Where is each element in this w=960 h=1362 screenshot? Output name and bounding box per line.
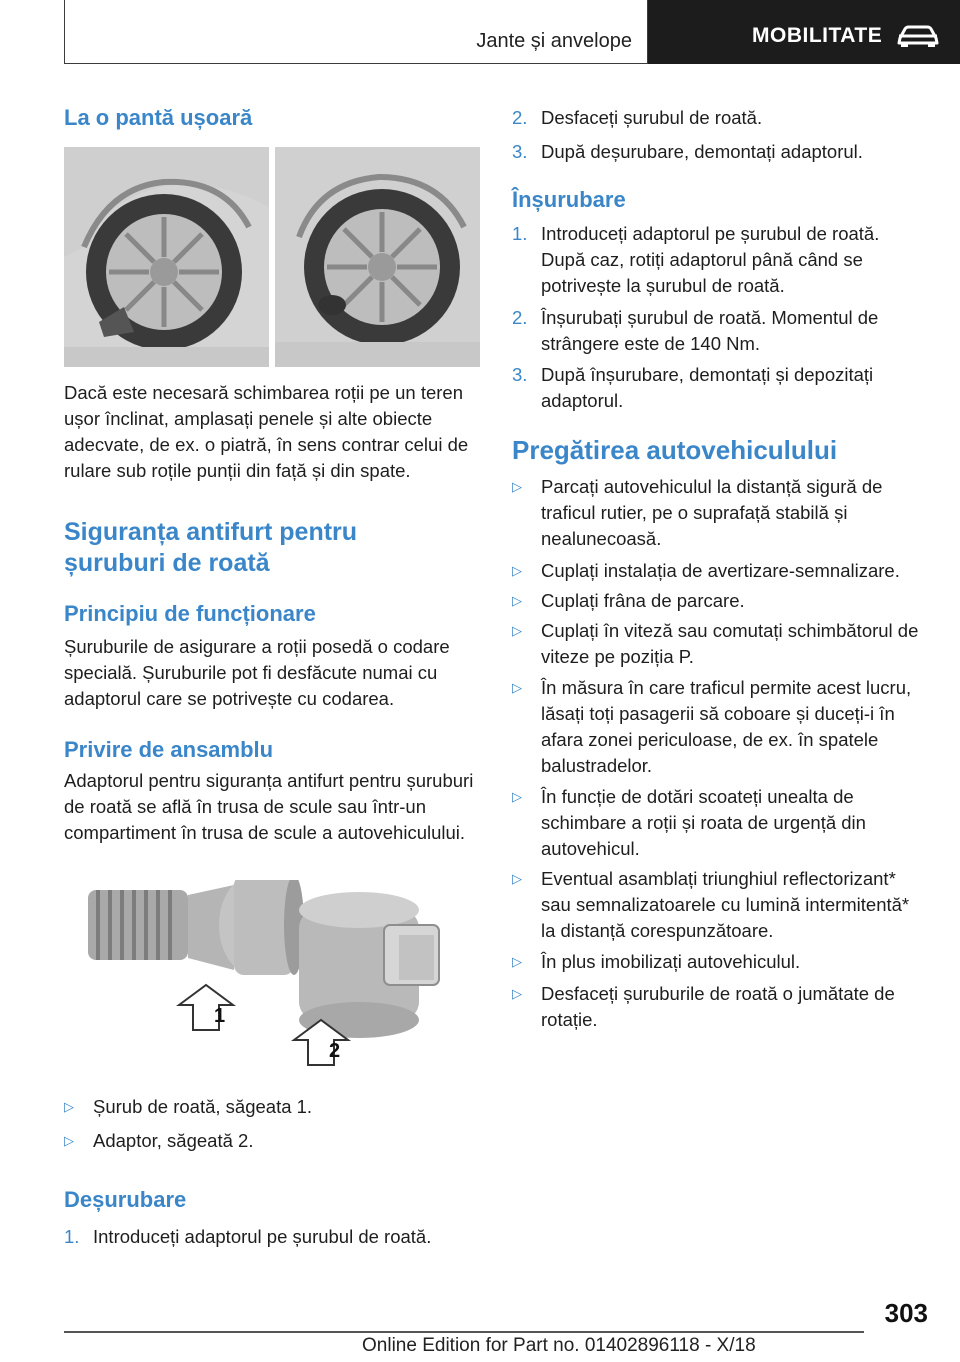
paragraph-overview: Adaptorul pentru siguranța antifurt pentru șuruburi de roată se află în trusa de scule sau într-un compartiment în trusa de scule a autovehiculului. (64, 770, 474, 843)
list-item: ▷ În plus imobilizați autovehiculul. (512, 949, 928, 975)
paragraph-principle: Șuruburile de asigurare a roții posedă o codare specială. Șuruburile pot fi desfăcute numai cu adaptorul care se potrivește cu codarea. (64, 636, 450, 709)
list-item: 3. După deșurubare, demontați adaptorul. (512, 141, 863, 162)
list-item: ▷ Cuplați frâna de parcare. (512, 588, 928, 614)
footer-edition: Online Edition for Part no. 01402896118 - X/18 (362, 1335, 756, 1356)
list-item: ▷ În măsura în care traficul permite acest lucru, lăsați toți pasagerii să coboare și duceți-i în afara zonei periculoase, de ex. în spatele balustradelor. (512, 677, 912, 776)
triangle-bullet-icon: ▷ (512, 789, 522, 804)
list-item: ▷ În funcție de dotări scoateți unealta de schimbare a roții și roata de urgență din autovehicul. (512, 786, 866, 859)
triangle-bullet-icon: ▷ (512, 563, 522, 578)
list-item: ▷ Eventual asamblați triunghiul reflectorizant* sau semnalizatoarele cu lumină intermitentă* la distanță corespunzătoare. (512, 868, 910, 941)
heading-unscrew: Deșurubare (64, 1187, 187, 1212)
car-icon (896, 24, 940, 48)
triangle-bullet-icon: ▷ (512, 593, 522, 608)
list-item: 1. Introduceți adaptorul pe șurubul de roată. După caz, rotiți adaptorul până când se potrivește la șurubul de roată. (512, 223, 880, 296)
section-title: Jante și anvelope (476, 30, 632, 52)
triangle-bullet-icon: ▷ (512, 871, 522, 886)
triangle-bullet-icon: ▷ (64, 1099, 74, 1114)
list-item: 2. Înșurubați șurubul de roată. Momentul de strângere este de 140 Nm. (512, 307, 879, 354)
footer-divider (64, 1331, 864, 1333)
list-item: 2. Desfaceți șurubul de roată. (512, 107, 763, 128)
list-item: ▷ Adaptor, săgeată 2. (64, 1128, 480, 1154)
chapter-tab (648, 0, 960, 64)
list-item: ▷ Cuplați instalația de avertizare-semnalizare. (512, 558, 928, 584)
triangle-bullet-icon: ▷ (512, 479, 522, 494)
heading-screw: Înșurubare (512, 187, 626, 212)
wheel-chocks-photo (64, 147, 480, 367)
list-item: 1. Introduceți adaptorul pe șurubul de roată. (64, 1226, 432, 1247)
triangle-bullet-icon: ▷ (64, 1133, 74, 1148)
triangle-bullet-icon: ▷ (512, 623, 522, 638)
list-item: 3. După înșurubare, demontați și depozitați adaptorul. (512, 364, 874, 411)
triangle-bullet-icon: ▷ (512, 954, 522, 969)
heading-prepare: Pregătirea autovehiculului (512, 435, 838, 465)
list-item: ▷ Cuplați în viteză sau comutați schimbătorul de viteze pe poziția P. (512, 620, 919, 667)
page-number: 303 (884, 1298, 928, 1328)
heading-overview: Privire de ansamblu (64, 737, 274, 762)
triangle-bullet-icon: ▷ (512, 986, 522, 1001)
arrow-label-2: 2 (329, 1040, 341, 1062)
arrow-label-1: 1 (214, 1005, 226, 1027)
paragraph-slope: Dacă este necesară schimbarea roții pe un teren ușor înclinat, amplasați penele și alte obiecte adecvate, de ex. o piatră, în sens contrar celui de rulare sub roțile punții din față și din spate. (64, 382, 469, 481)
list-item: ▷ Șurub de roată, săgeata 1. (64, 1094, 480, 1120)
list-item: ▷ Parcați autovehiculul la distanță sigură de traficul rutier, pe o suprafață stabilă și nealunecoasă. (512, 476, 883, 549)
heading-slope: La o pantă ușoară (64, 105, 253, 130)
heading-antitheft-line1: Siguranța antifurt pentru (64, 518, 358, 546)
chapter-title: MOBILITATE (752, 24, 883, 47)
heading-principle: Principiu de funcționare (64, 601, 316, 626)
list-item: ▷ Desfaceți șuruburile de roată o jumătate de rotație. (512, 983, 895, 1030)
heading-antitheft-line2: șuruburi de roată (64, 549, 270, 577)
bolt-adapter-illustration (84, 880, 464, 1070)
triangle-bullet-icon: ▷ (512, 680, 522, 695)
